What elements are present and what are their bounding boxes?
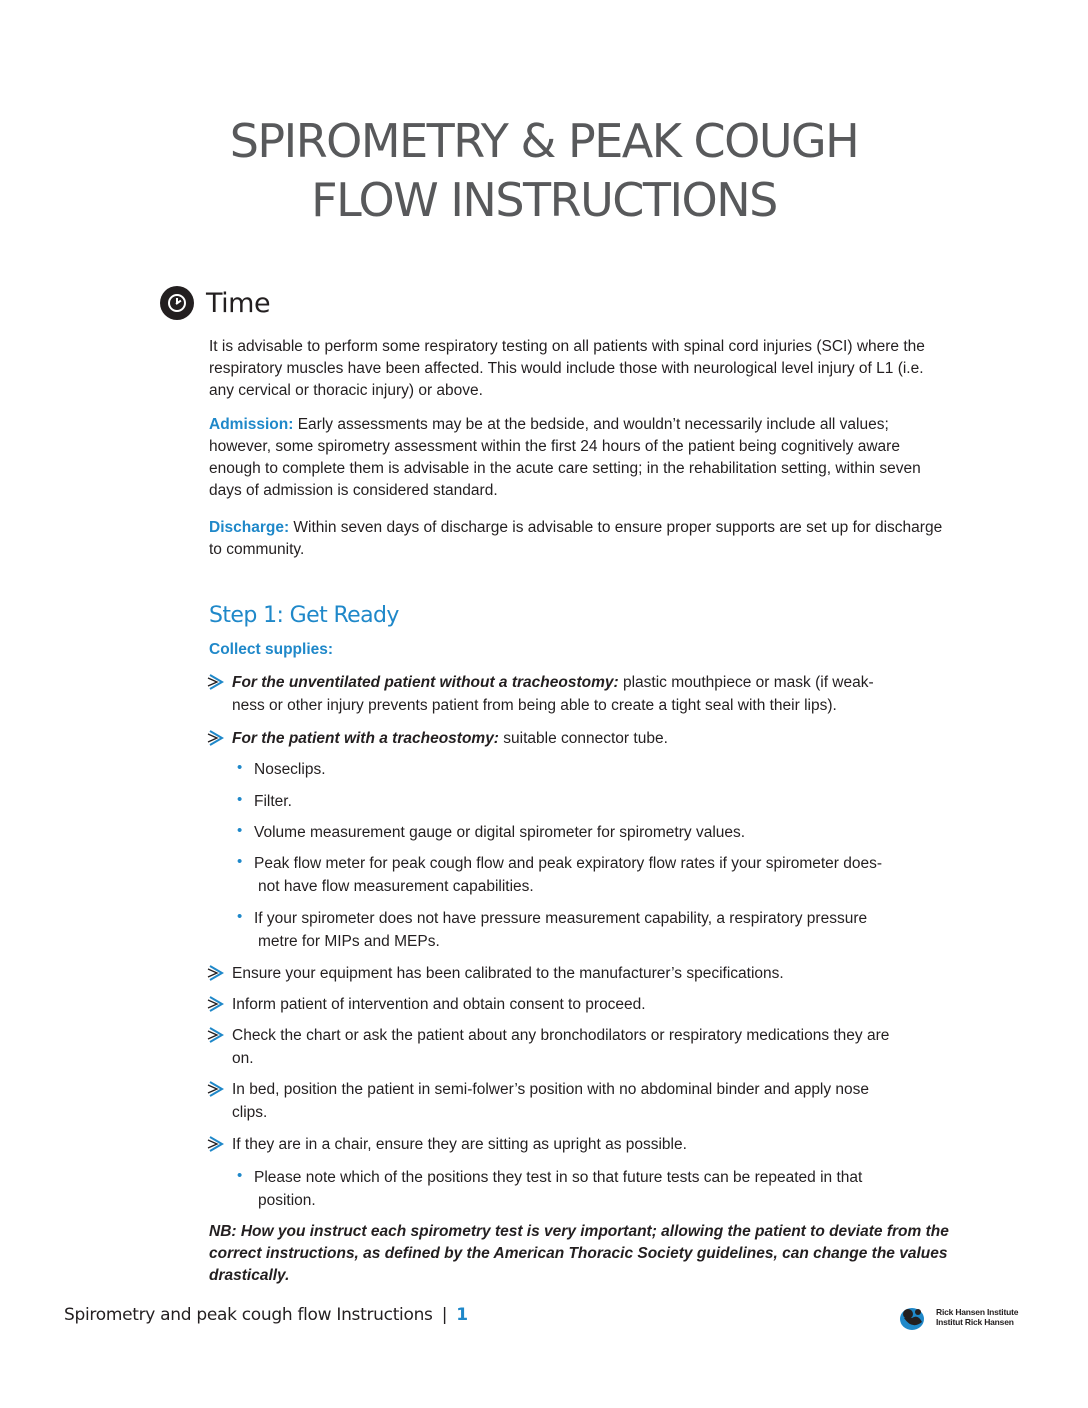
list-item <box>232 672 952 694</box>
time-heading-label: Time <box>206 287 271 319</box>
sub-item-volume: Volume measurement gauge or digital spirometer for spirometry values. <box>254 824 746 841</box>
nb-note: NB: How you instruct each spirometry test is very important; allowing the patient to deviate from the correct instructions, as defined by the American Thoracic Society guidelines, can change the values drastically. <box>209 1223 949 1284</box>
sub-item-peak-flow-line2: not have flow measurement capabilities. <box>258 878 534 895</box>
bullet-icon: • <box>237 908 243 925</box>
clock-icon <box>160 286 194 320</box>
admission-label: Admission: <box>209 416 294 433</box>
chevron-right-icon <box>207 729 225 747</box>
item-calibrate: Ensure your equipment has been calibrated to the manufacturer’s specifications. <box>232 965 784 982</box>
time-heading <box>160 283 270 323</box>
logo-icon <box>898 1304 932 1332</box>
sub-item-pressure-line1: If your spirometer does not have pressure measurement capability, a respiratory pressure <box>254 910 868 927</box>
item-chart-line1: Check the chart or ask the patient about any bronchodilators or respiratory medications they are <box>232 1027 890 1044</box>
footer <box>64 1305 468 1325</box>
chevron-right-icon <box>207 1026 225 1044</box>
sub-item-noseclips: Noseclips. <box>254 761 326 778</box>
item2-text: suitable connector tube. <box>498 730 668 747</box>
item-chair: If they are in a chair, ensure they are sitting as upright as possible. <box>232 1136 687 1153</box>
footer-separator: | <box>441 1305 448 1325</box>
item-bed-line1: In bed, position the patient in semi-folwer’s position with no abdominal binder and apply nose <box>232 1081 870 1098</box>
item-chart-line2: on. <box>232 1050 254 1067</box>
bullet-icon: • <box>237 853 243 870</box>
admission-paragraph <box>209 414 949 502</box>
chevron-right-icon <box>207 673 225 691</box>
title-line-1: SPIROMETRY & PEAK COUGH <box>229 114 859 168</box>
sub-item-pressure-line2: metre for MIPs and MEPs. <box>258 933 440 950</box>
bullet-icon: • <box>237 759 243 776</box>
chevron-right-icon <box>207 995 225 1013</box>
chevron-right-icon <box>207 1135 225 1153</box>
collect-supplies-label: Collect supplies: <box>209 641 334 658</box>
logo-line-1: Rick Hansen Institute <box>936 1307 1019 1317</box>
sub-item-peak-flow-line1: Peak flow meter for peak cough flow and peak expiratory flow rates if your spirometer does- <box>254 855 883 872</box>
footer-title: Spirometry and peak cough flow Instructions <box>64 1305 433 1325</box>
sub-item-positions-line1: Please note which of the positions they test in so that future tests can be repeated in that <box>254 1169 863 1186</box>
list-item <box>232 728 952 750</box>
item1-line1: plastic mouthpiece or mask (if weak- <box>618 674 874 691</box>
bullet-icon: • <box>237 791 243 808</box>
page-number: 1 <box>456 1305 468 1325</box>
discharge-text: Within seven days of discharge is advisable to ensure proper supports are set up for discharge to community. <box>209 519 943 558</box>
sub-item-filter: Filter. <box>254 793 292 810</box>
item2-bold: For the patient with a tracheostomy: <box>232 730 499 747</box>
admission-text: Early assessments may be at the bedside, and wouldn’t necessarily include all values; however, some spirometry assessment within the first 24 hours of the patient being cognitively aware enough to complete them is advisable in the acute care setting; in the rehabilitation setting, within seven days of admission is considered standard. <box>209 416 921 499</box>
logo-line-2: Institut Rick Hansen <box>936 1317 1014 1327</box>
time-intro <box>209 336 949 402</box>
discharge-paragraph <box>209 517 949 561</box>
bullet-icon: • <box>237 1167 243 1184</box>
item1-bold: For the unventilated patient without a tracheostomy: <box>232 674 619 691</box>
item-consent: Inform patient of intervention and obtain consent to proceed. <box>232 996 646 1013</box>
item-bed-line2: clips. <box>232 1104 268 1121</box>
bullet-icon: • <box>237 822 243 839</box>
title-line-2: FLOW INSTRUCTIONS <box>311 173 777 227</box>
step1-heading: Step 1: Get Ready <box>209 603 399 628</box>
time-intro-text: It is advisable to perform some respiratory testing on all patients with spinal cord injuries (SCI) where the respiratory muscles have been affected. This would include those with neurological level injury of L1 (i.e. any cervical or thoracic injury) or above. <box>209 338 925 399</box>
sub-item-positions-line2: position. <box>258 1192 316 1209</box>
chevron-right-icon <box>207 1080 225 1098</box>
item1-line2: ness or other injury prevents patient from being able to create a tight seal with their lips). <box>232 697 837 714</box>
discharge-label: Discharge: <box>209 519 290 536</box>
chevron-right-icon <box>207 964 225 982</box>
page-title <box>0 112 1088 230</box>
